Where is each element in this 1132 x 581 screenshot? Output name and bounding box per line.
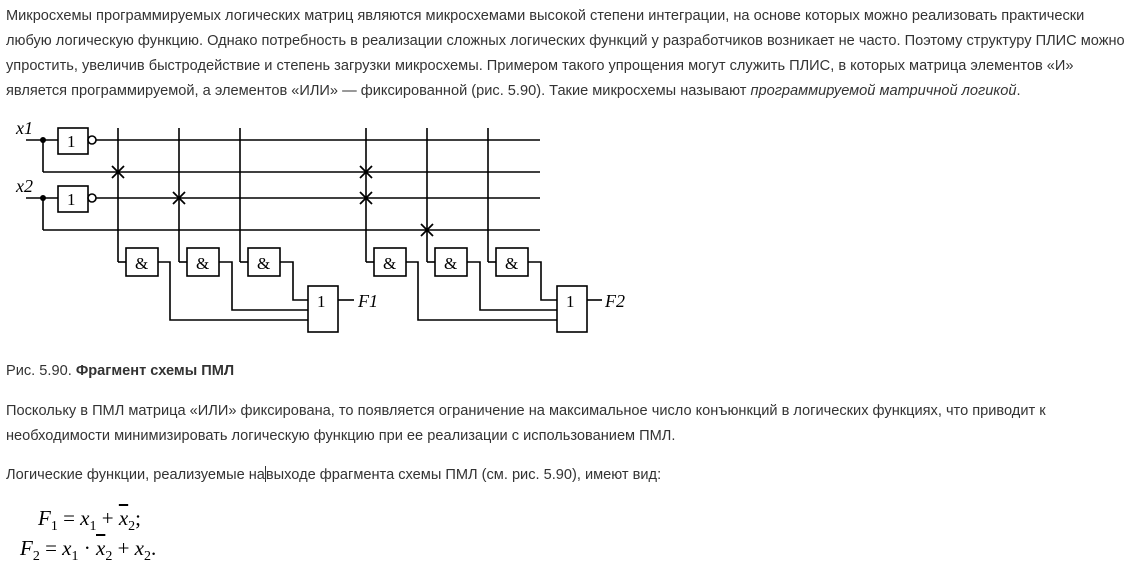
paragraph-limitations: Поскольку в ПМЛ матрица «ИЛИ» фиксирована, то появляется ограничение на максимальное число конъюнкций в логических функциях, что приводит к необходимости минимизировать логическую функцию при ее реализации с использованием ПМЛ. (6, 403, 1046, 444)
input-label-x2: x2 (16, 176, 33, 196)
caption-title: Фрагмент схемы ПМЛ (75, 363, 235, 379)
or-gate-label-2: 1 (566, 292, 575, 311)
junction-dot-x1 (40, 137, 46, 143)
output-label-f2: F2 (605, 291, 625, 311)
para3-before: Логические функции, реализуемые на (6, 467, 265, 483)
figure-caption (6, 359, 1128, 384)
or-gate-label-1: 1 (317, 292, 326, 311)
not-gate-label-1: 1 (67, 132, 76, 151)
intro-text: Микросхемы программируемых логических матриц являются микросхемами высокой степени интеграции, на основе которых можно реализовать практически любую логическую функцию. Однако потребность в реализации сложных логических функций у разработчиков возникает не часто. Поэтому структуру ПЛИС можно упростить, увеличив быстродействие и степень загрузки микросхемы. Примером такого упрощения могут служить ПЛИС, в которых матрица элементов «И» является программируемой, а элементов «ИЛИ» — фиксированной (рис. 5.90). Такие микросхемы называют (6, 8, 1125, 99)
and-gate-label-2: & (196, 254, 210, 273)
formula-f1: $F_1 = x_1 + \overline{x}_2$; (38, 506, 142, 534)
intro-emphasis: программируемой матричной логикой (750, 83, 1017, 99)
not-gate-label-2: 1 (67, 190, 76, 209)
paragraph-functions (6, 463, 1128, 488)
and-gate-label-1: & (135, 254, 149, 273)
output-label-f1: F1 (358, 291, 378, 311)
caption-prefix: Рис. 5.90. (6, 363, 76, 379)
pml-circuit-diagram (0, 112, 660, 334)
intro-end: . (1016, 83, 1021, 99)
and-gate-label-3: & (257, 254, 271, 273)
formula-f2: $F_2 = x_1 \cdot \overline{x}_2 + x_2$. (20, 536, 157, 564)
para3-after: выходе фрагмента схемы ПМЛ (см. рис. 5.90), имеют вид: (265, 467, 662, 483)
and-gate-label-6: & (505, 254, 519, 273)
intro-paragraph (6, 4, 1128, 104)
and-gate-label-4: & (383, 254, 397, 273)
junction-dot-x2 (40, 195, 46, 201)
input-label-x1: x1 (16, 118, 33, 138)
and-gate-label-5: & (444, 254, 458, 273)
